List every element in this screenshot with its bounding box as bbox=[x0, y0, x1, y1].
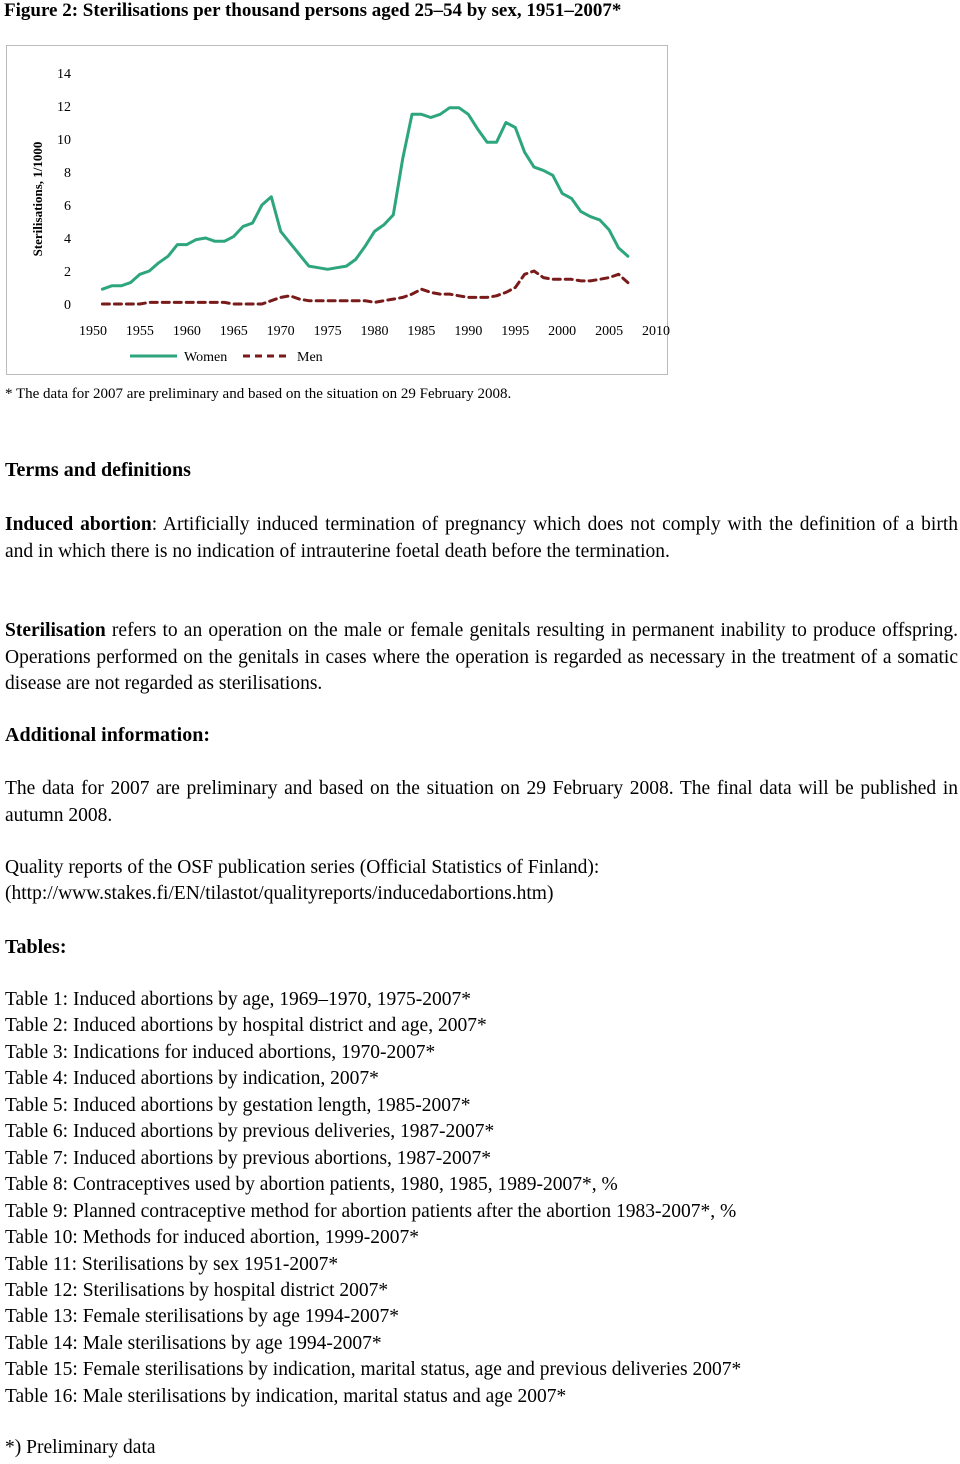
x-tick-label: 1980 bbox=[360, 324, 389, 339]
additional-info-text: The data for 2007 are preliminary and based on the situation on 29 February 2008. The final data will be published in autumn 2008. bbox=[5, 778, 958, 826]
y-tick-label: 4 bbox=[64, 232, 71, 247]
chart-frame bbox=[6, 45, 668, 375]
y-tick-label: 0 bbox=[64, 298, 71, 313]
sterilisation-definition bbox=[5, 618, 958, 698]
y-tick-label: 2 bbox=[64, 265, 71, 280]
x-tick-label: 1955 bbox=[125, 324, 154, 339]
legend-label-men: Men bbox=[297, 350, 323, 365]
series-line-women bbox=[102, 108, 628, 290]
abortion-term: Induced abortion bbox=[5, 514, 152, 535]
sterilisation-definition-text: refers to an operation on the male or female genitals resulting in permanent inability to produce offspring. Operations performed on the genitals in cases where the operation is regarded as necessary in the treatment of a somatic disease are not regarded as sterilisations. bbox=[5, 620, 958, 695]
table-list-item[interactable]: Table 6: Induced abortions by previous deliveries, 1987-2007* bbox=[5, 1121, 495, 1143]
x-tick-label: 1970 bbox=[266, 324, 295, 339]
figure-footnote: * The data for 2007 are preliminary and based on the situation on 29 February 2008. bbox=[5, 386, 512, 402]
x-tick-label: 1990 bbox=[454, 324, 483, 339]
table-list-item[interactable]: Table 3: Indications for induced abortions, 1970-2007* bbox=[5, 1041, 436, 1063]
x-tick-label: 1975 bbox=[313, 324, 342, 339]
y-axis-label: Sterilisations, 1/1000 bbox=[30, 141, 45, 257]
table-list-item[interactable]: Table 12: Sterilisations by hospital district 2007* bbox=[5, 1279, 389, 1301]
x-tick-label: 2005 bbox=[595, 324, 624, 339]
table-list-item[interactable]: Table 9: Planned contraceptive method for abortion patients after the abortion 1983-2007*, % bbox=[5, 1200, 737, 1222]
terms-heading: Terms and definitions bbox=[5, 459, 191, 481]
table-list-item[interactable]: Table 2: Induced abortions by hospital district and age, 2007* bbox=[5, 1015, 487, 1037]
quality-reports-link[interactable]: (http://www.stakes.fi/EN/tilastot/qualityreports/inducedabortions.htm) bbox=[5, 883, 554, 904]
legend-label-women: Women bbox=[184, 350, 228, 365]
x-tick-label: 1985 bbox=[407, 324, 436, 339]
table-list-item[interactable]: Table 4: Induced abortions by indication, 2007* bbox=[5, 1068, 379, 1090]
x-tick-label: 1995 bbox=[501, 324, 530, 339]
table-list-item[interactable]: Table 5: Induced abortions by gestation length, 1985-2007* bbox=[5, 1094, 471, 1116]
x-tick-label: 2000 bbox=[548, 324, 577, 339]
abortion-definition bbox=[5, 512, 958, 565]
x-tick-label: 1965 bbox=[219, 324, 248, 339]
table-list-item[interactable]: Table 13: Female sterilisations by age 1994-2007* bbox=[5, 1306, 399, 1328]
table-list-item[interactable]: Table 14: Male sterilisations by age 1994-2007* bbox=[5, 1332, 382, 1354]
chart-legend bbox=[130, 350, 323, 365]
table-list-item[interactable]: Table 7: Induced abortions by previous abortions, 1987-2007* bbox=[5, 1147, 492, 1169]
table-list-item[interactable]: Table 1: Induced abortions by age, 1969–1970, 1975-2007* bbox=[5, 989, 472, 1010]
tables-heading: Tables: bbox=[5, 936, 67, 958]
abortion-definition-text: : Artificially induced termination of pregnancy which does not comply with the definition of a birth and in which there is no indication of intrauterine foetal death before the termination. bbox=[5, 514, 958, 562]
figure-title: Figure 2: Sterilisations per thousand persons aged 25–54 by sex, 1951–2007* bbox=[4, 0, 622, 21]
table-list-item[interactable]: Table 10: Methods for induced abortion, 1999-2007* bbox=[5, 1227, 420, 1249]
y-tick-label: 10 bbox=[57, 133, 71, 148]
sterilisation-chart bbox=[7, 46, 670, 374]
table-list-item[interactable]: Table 16: Male sterilisations by indication, marital status and age 2007* bbox=[5, 1385, 567, 1407]
x-tick-label: 2010 bbox=[642, 324, 670, 339]
preliminary-note: *) Preliminary data bbox=[5, 1437, 156, 1458]
series-line-men bbox=[102, 271, 628, 304]
table-list-item[interactable]: Table 8: Contraceptives used by abortion patients, 1980, 1985, 1989-2007*, % bbox=[5, 1174, 618, 1196]
y-tick-label: 12 bbox=[57, 100, 71, 115]
y-tick-label: 14 bbox=[57, 67, 71, 82]
y-tick-label: 8 bbox=[64, 166, 71, 181]
tables-list bbox=[5, 987, 741, 1410]
additional-info-heading: Additional information: bbox=[5, 724, 211, 746]
table-list-item[interactable]: Table 15: Female sterilisations by indication, marital status, age and previous deliveries 2007* bbox=[5, 1359, 742, 1381]
table-list-item[interactable]: Table 11: Sterilisations by sex 1951-2007* bbox=[5, 1253, 339, 1275]
quality-reports-line: Quality reports of the OSF publication series (Official Statistics of Finland): bbox=[5, 857, 600, 878]
x-tick-label: 1950 bbox=[79, 324, 107, 339]
y-tick-label: 6 bbox=[64, 199, 71, 214]
sterilisation-term: Sterilisation bbox=[5, 620, 106, 641]
x-tick-label: 1960 bbox=[172, 324, 201, 339]
